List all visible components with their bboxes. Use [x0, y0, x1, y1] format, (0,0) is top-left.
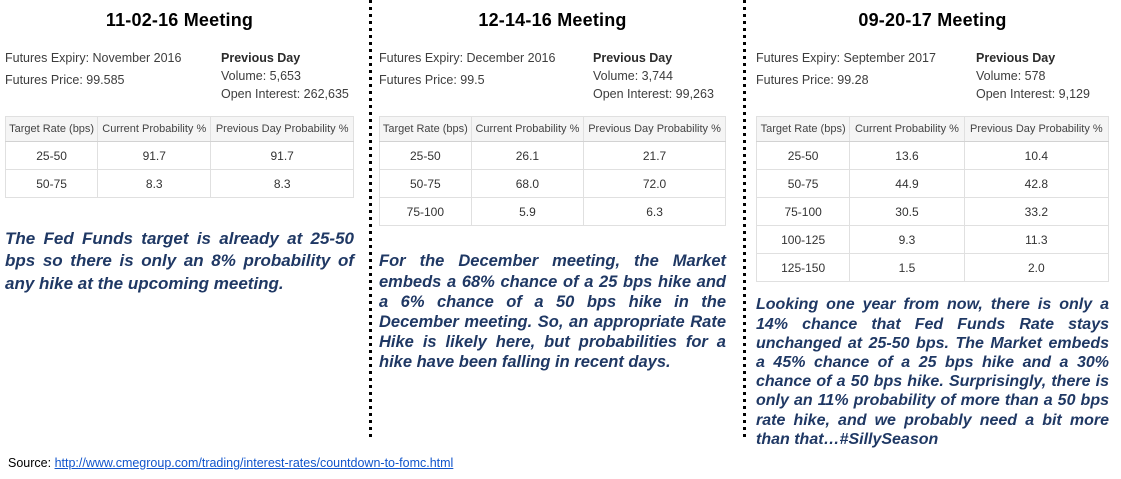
table-cell: 8.3: [98, 170, 211, 198]
futures-info-row: [379, 49, 726, 103]
table-row: [380, 170, 726, 198]
table-cell: 75-100: [380, 198, 472, 226]
probability-table: [379, 116, 726, 226]
meeting-panel-12-14-16: [368, 0, 743, 449]
col-header-prev-day-prob: Previous Day Probability %: [964, 117, 1108, 142]
meeting-title: 09-20-17 Meeting: [858, 10, 1007, 30]
futures-info-row: [5, 49, 354, 103]
futures-price: Futures Price: 99.5: [379, 73, 485, 88]
previous-day-label: Previous Day: [593, 51, 673, 65]
table-cell: 1.5: [850, 254, 964, 282]
previous-day-label: Previous Day: [976, 51, 1056, 65]
table-row: [380, 198, 726, 226]
source-link[interactable]: http://www.cmegroup.com/trading/interest-rates/countdown-to-fomc.html: [54, 456, 454, 470]
source-label: Source:: [8, 456, 55, 470]
table-cell: 25-50: [757, 142, 850, 170]
table-cell: 30.5: [850, 198, 964, 226]
table-row: [757, 226, 1109, 254]
table-header-row: [6, 117, 354, 142]
previous-day-volume: Volume: 5,653: [221, 69, 301, 84]
table-cell: 100-125: [757, 226, 850, 254]
probability-table: [5, 116, 354, 198]
table-cell: 13.6: [850, 142, 964, 170]
table-cell: 44.9: [850, 170, 964, 198]
table-cell: 5.9: [471, 198, 583, 226]
col-header-target-rate: Target Rate (bps): [6, 117, 98, 142]
table-row: [6, 142, 354, 170]
col-header-current-prob: Current Probability %: [98, 117, 211, 142]
table-cell: 25-50: [6, 142, 98, 170]
table-cell: 10.4: [964, 142, 1108, 170]
meeting-panel-11-02-16: [0, 0, 368, 449]
table-cell: 25-50: [380, 142, 472, 170]
meeting-panel-09-20-17: [743, 0, 1121, 449]
previous-day-info: [593, 49, 726, 103]
table-cell: 11.3: [964, 226, 1108, 254]
futures-expiry: Futures Expiry: November 2016: [5, 51, 182, 65]
futures-expiry: Futures Expiry: September 2017: [756, 51, 936, 65]
table-cell: 21.7: [584, 142, 726, 170]
futures-expiry: Futures Expiry: December 2016: [379, 51, 556, 65]
table-row: [380, 142, 726, 170]
futures-info: [379, 49, 555, 103]
table-row: [6, 170, 354, 198]
previous-day-open-interest: Open Interest: 99,263: [593, 87, 714, 102]
table-row: [757, 142, 1109, 170]
table-cell: 91.7: [98, 142, 211, 170]
previous-day-volume: Volume: 578: [976, 69, 1046, 84]
table-cell: 91.7: [211, 142, 354, 170]
table-cell: 9.3: [850, 226, 964, 254]
table-row: [757, 254, 1109, 282]
table-cell: 68.0: [471, 170, 583, 198]
table-cell: 72.0: [584, 170, 726, 198]
col-header-current-prob: Current Probability %: [471, 117, 583, 142]
futures-price: Futures Price: 99.585: [5, 73, 125, 88]
meeting-title: 12-14-16 Meeting: [478, 10, 627, 30]
table-cell: 50-75: [6, 170, 98, 198]
col-header-target-rate: Target Rate (bps): [757, 117, 850, 142]
table-cell: 8.3: [211, 170, 354, 198]
table-cell: 2.0: [964, 254, 1108, 282]
commentary-text: The Fed Funds target is already at 25-50 bps so there is only an 8% probability of any hike at the upcoming meeting.: [5, 229, 354, 293]
col-header-prev-day-prob: Previous Day Probability %: [211, 117, 354, 142]
table-cell: 6.3: [584, 198, 726, 226]
table-cell: 33.2: [964, 198, 1108, 226]
table-header-row: [757, 117, 1109, 142]
previous-day-info: [221, 49, 354, 103]
commentary-text: Looking one year from now, there is only a 14% chance that Fed Funds Rate stays unchanged at 25-50 bps. The Market embeds a 45% chance of a 25 bps hike and a 30% chance of a 50 bps hike. Surprisingly, there is only an 11% probability of more than a 50 bps rate hike, and we probably need a bit more than that…#SillySeason: [756, 296, 1109, 448]
table-cell: 50-75: [757, 170, 850, 198]
col-header-target-rate: Target Rate (bps): [380, 117, 472, 142]
table-cell: 26.1: [471, 142, 583, 170]
table-cell: 42.8: [964, 170, 1108, 198]
col-header-current-prob: Current Probability %: [850, 117, 964, 142]
futures-price: Futures Price: 99.28: [756, 73, 869, 88]
table-row: [757, 170, 1109, 198]
table-cell: 75-100: [757, 198, 850, 226]
table-row: [757, 198, 1109, 226]
previous-day-label: Previous Day: [221, 51, 301, 65]
panel-divider: [369, 0, 372, 441]
previous-day-info: [976, 49, 1109, 103]
futures-info: [756, 49, 936, 103]
panel-divider: [743, 0, 746, 441]
futures-info: [5, 49, 181, 103]
previous-day-open-interest: Open Interest: 262,635: [221, 87, 349, 102]
col-header-prev-day-prob: Previous Day Probability %: [584, 117, 726, 142]
source-line: [8, 456, 453, 470]
commentary-text: For the December meeting, the Market embeds a 68% chance of a 25 bps hike and a 6% chance of a 50 bps hike in the December meeting. So, an appropriate Rate Hike is likely here, but probabilities for a hike have been falling in recent days.: [379, 252, 726, 371]
previous-day-volume: Volume: 3,744: [593, 69, 673, 84]
futures-info-row: [756, 49, 1109, 103]
probability-table: [756, 116, 1109, 282]
table-cell: 50-75: [380, 170, 472, 198]
table-header-row: [380, 117, 726, 142]
meeting-title: 11-02-16 Meeting: [105, 10, 254, 30]
previous-day-open-interest: Open Interest: 9,129: [976, 87, 1090, 102]
table-cell: 125-150: [757, 254, 850, 282]
